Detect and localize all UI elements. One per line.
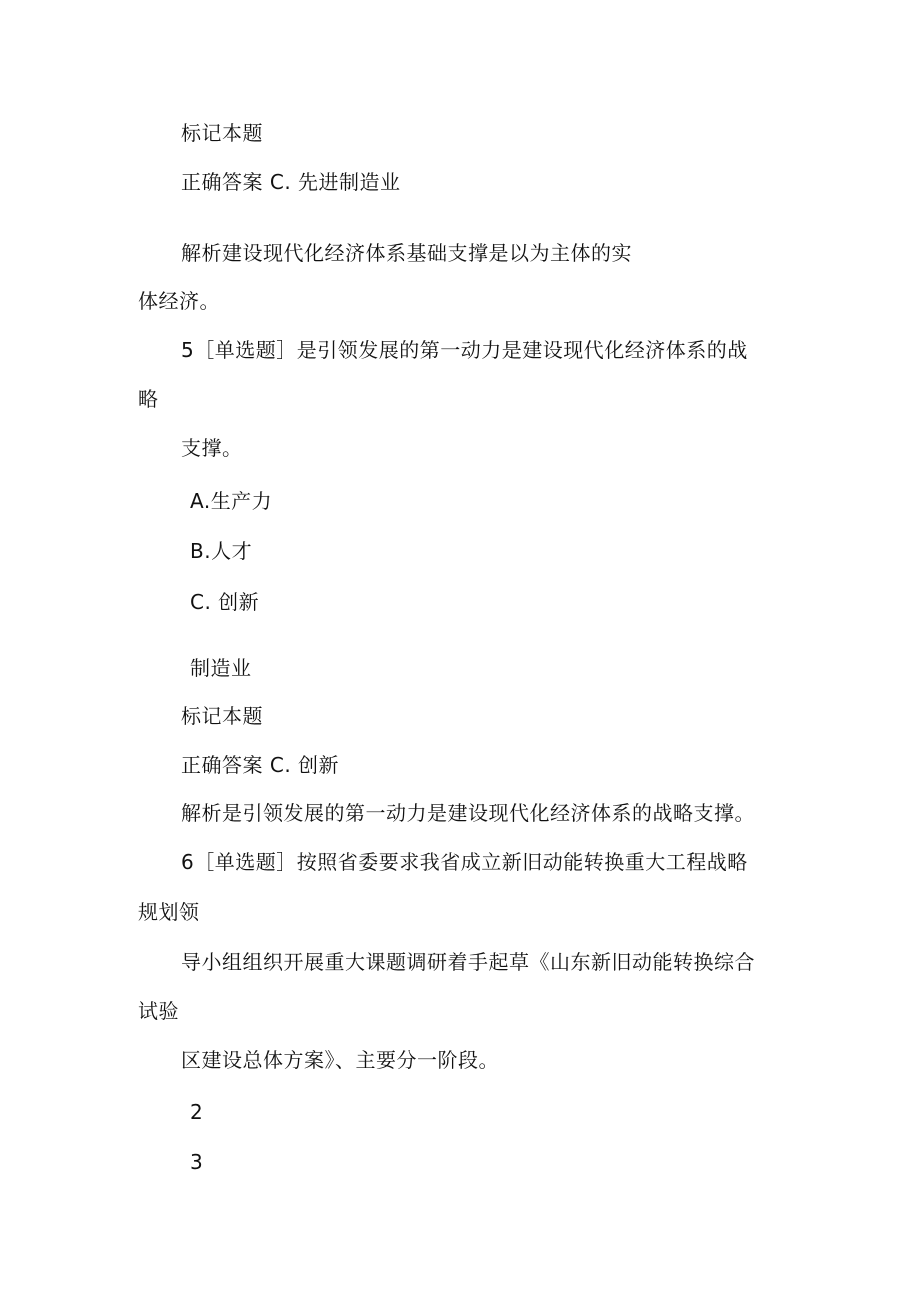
question-5-text: 5［单选题］是引领发展的第一动力是建设现代化经济体系的战 (181, 338, 748, 362)
option-a[interactable]: A.生产力 (190, 489, 273, 513)
explanation-text: 解析是引领发展的第一动力是建设现代化经济体系的战略支撑。 (181, 801, 755, 825)
question-6-text-continued: 规划领 (138, 900, 200, 924)
correct-answer-text: 正确答案 C. 创新 (181, 753, 340, 777)
question-6-text-continued: 区建设总体方案》、主要分一阶段。 (181, 1048, 499, 1072)
question-5-text-continued: 略 (138, 387, 159, 411)
question-5-text-continued: 支撑。 (181, 436, 243, 460)
option-a[interactable]: 2 (190, 1100, 204, 1124)
option-d[interactable]: 制造业 (190, 656, 252, 680)
option-b[interactable]: B.人才 (190, 539, 253, 563)
question-6-text-continued: 导小组组织开展重大课题调研着手起草《山东新旧动能转换综合 (181, 950, 755, 974)
explanation-text: 解析建设现代化经济体系基础支撑是以为主体的实 (181, 241, 632, 265)
correct-answer-text: 正确答案 C. 先进制造业 (181, 170, 401, 194)
explanation-text-continued: 体经济。 (138, 289, 220, 313)
question-6-text-continued: 试验 (138, 999, 179, 1023)
question-6-text: 6［单选题］按照省委要求我省成立新旧动能转换重大工程战略 (181, 850, 748, 874)
option-b[interactable]: 3 (190, 1150, 204, 1174)
option-c[interactable]: C. 创新 (190, 590, 260, 614)
mark-question-label[interactable]: 标记本题 (181, 704, 263, 728)
mark-question-label[interactable]: 标记本题 (181, 121, 263, 145)
